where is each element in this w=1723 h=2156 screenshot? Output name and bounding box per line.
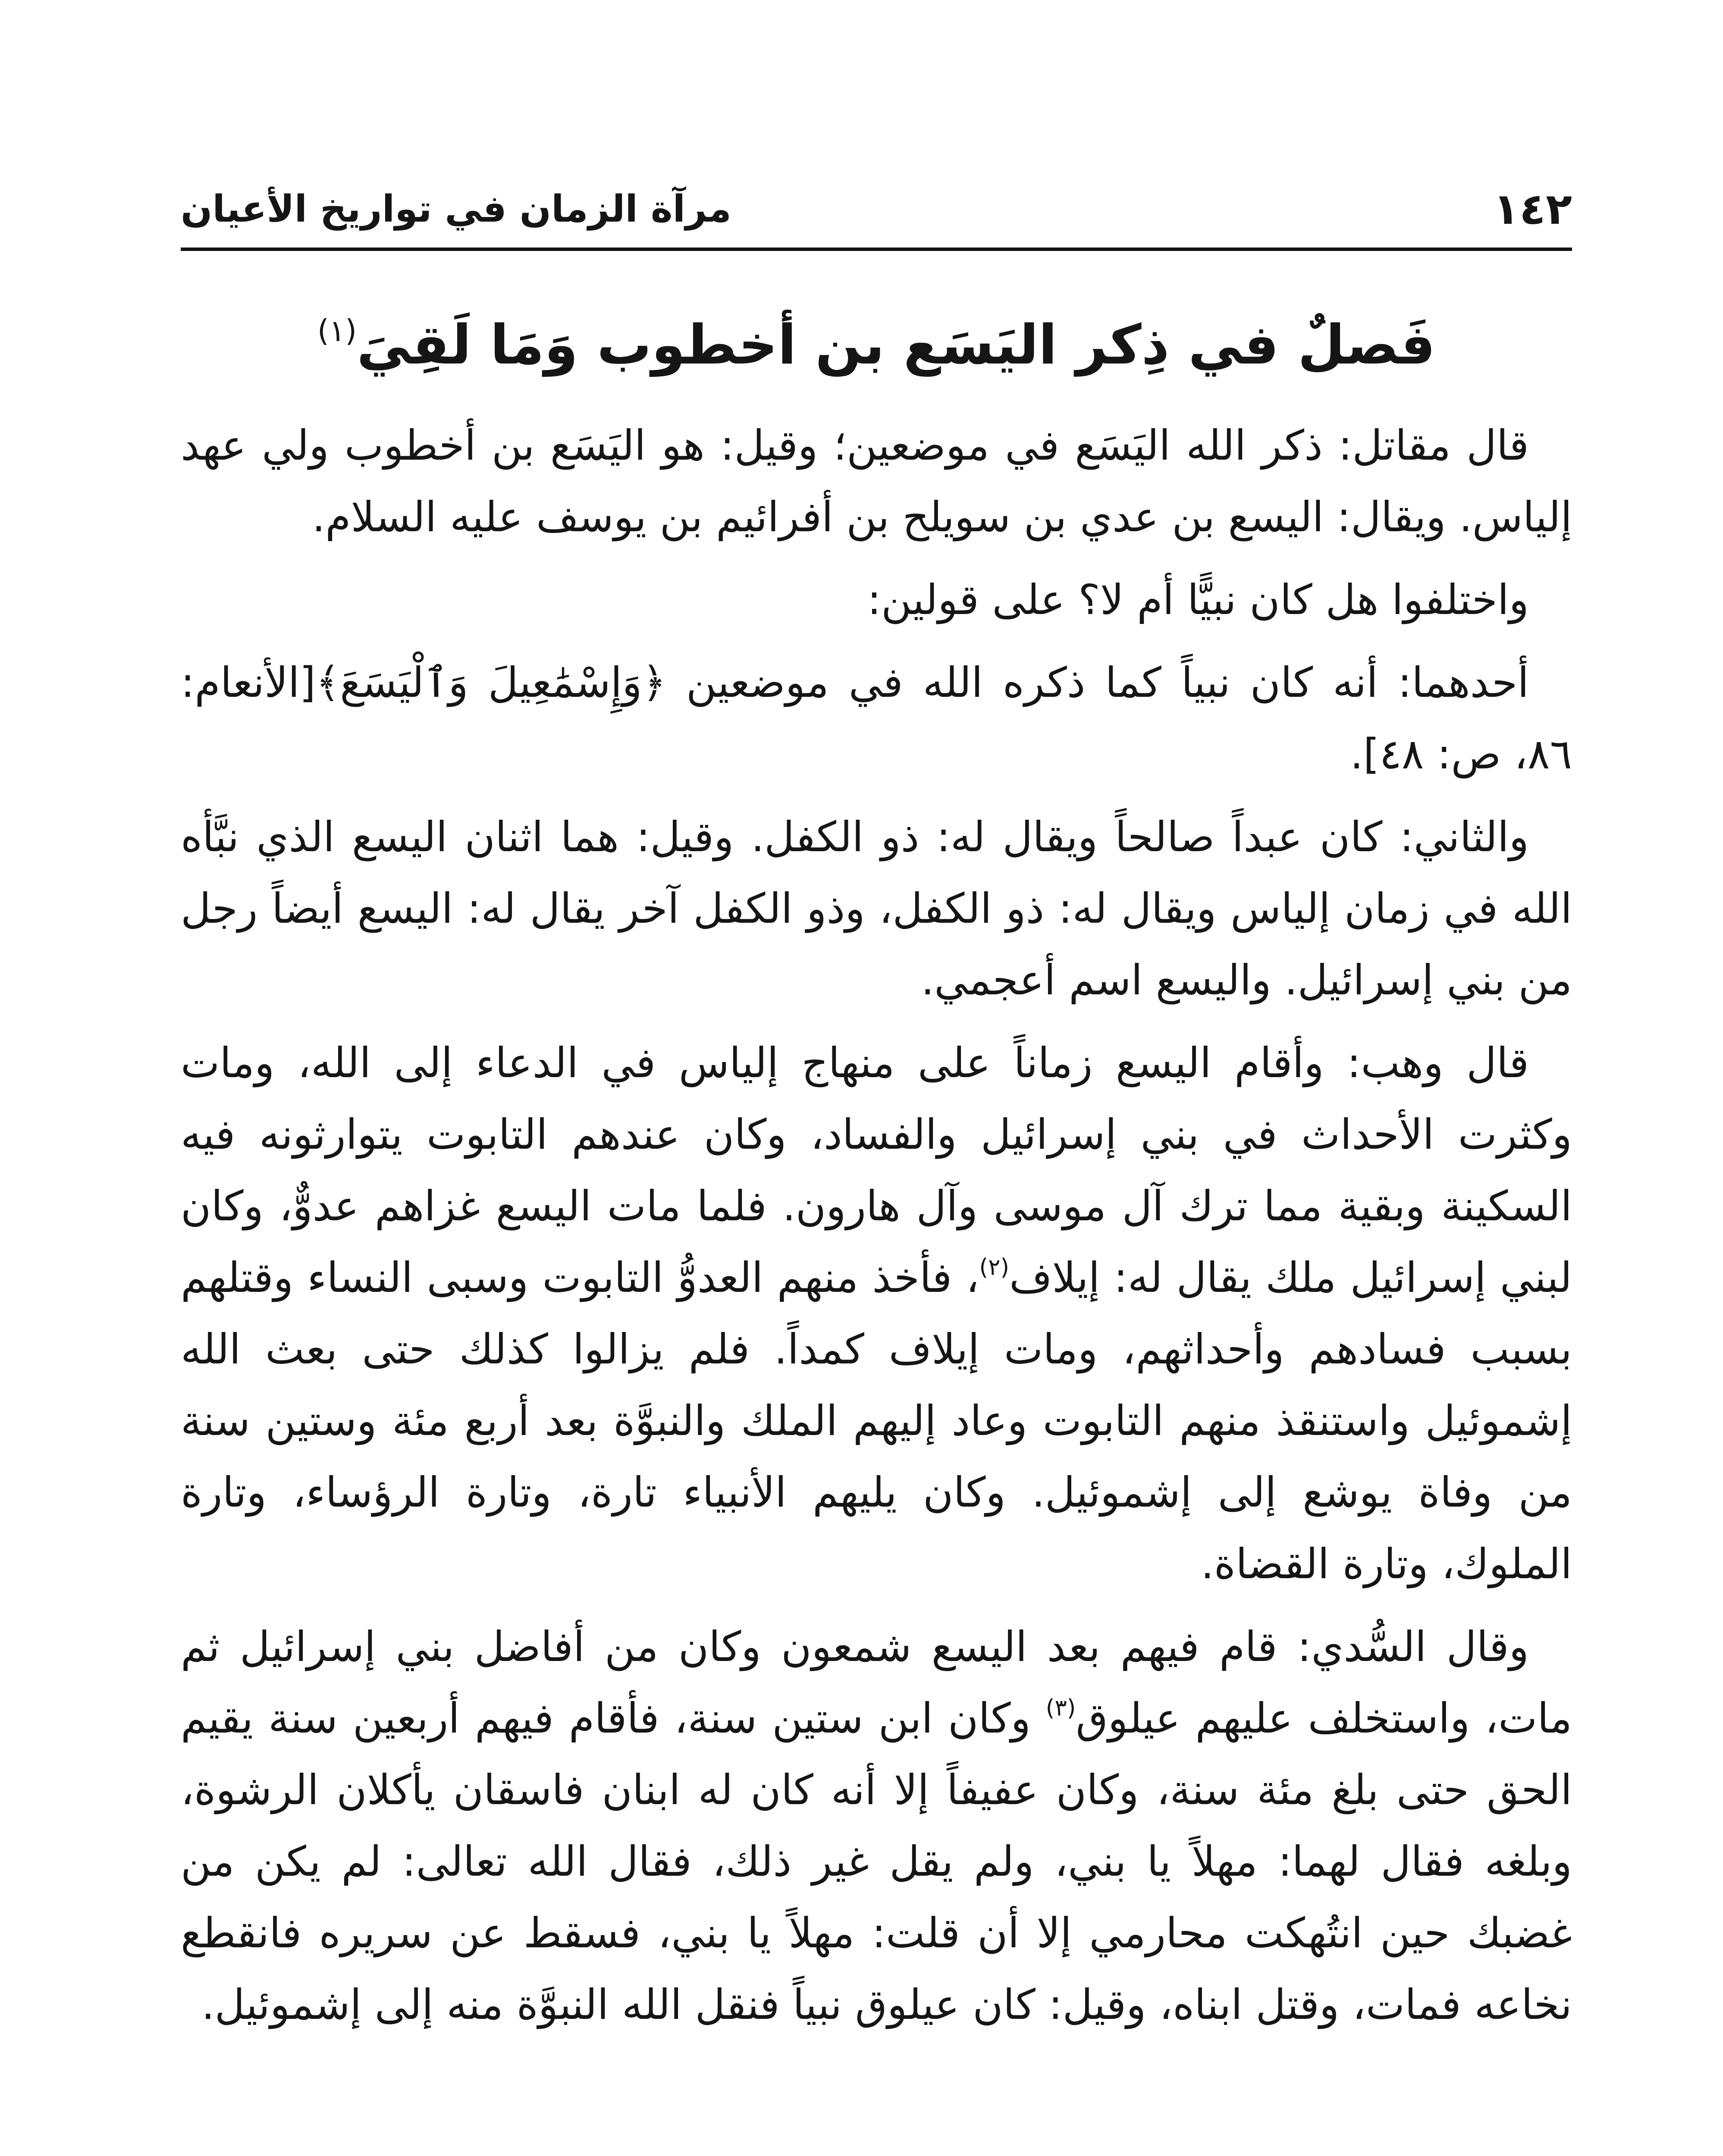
verse-citation: [الأنعام: ٨٦، ص: ٤٨].	[181, 658, 1572, 778]
body-paragraph: قال مقاتل: ذكر الله اليَسَع في موضعين؛ وقيل: هو اليَسَع بن أخطوب ولي عهد إلياس. ويقال: اليسع بن عدي بن سويلح بن أفرائيم بن يوسف عليه السلام.	[181, 421, 1572, 541]
body-paragraph: والثاني: كان عبداً صالحاً ويقال له: ذو الكفل. وقيل: هما اثنان اليسع الذي نبَّأه الله في زمان إلياس ويقال له: ذو الكفل، وذو الكفل آخر يقال له: اليسع أيضاً رجل من بني إسرائيل. واليسع اسم أعجمي.	[181, 813, 1572, 1004]
body-paragraph: واختلفوا هل كان نبيًّا أم لا؟ على قولين:	[867, 576, 1529, 624]
body-paragraph	[181, 647, 1572, 790]
page-header	[181, 181, 1572, 237]
footnotes-section	[181, 2143, 1572, 2156]
paragraph-text: وكان ابن ستين سنة، فأقام فيهم أربعين سنة يقيم الحق حتى بلغ مئة سنة، وكان عفيفاً إلا أنه كان له ابنان فاسقان يأكلان الرشوة، وبلغه فقال لهما: مهلاً يا بني، ولم يقل غير ذلك، فقال الله تعالى: لم يكن من غضبك حين انتُهكت محارمي إلا أن قلت: مهلاً يا بني، فسقط عن سريره فانقطع نخاعه فمات، وقتل ابناه، وقيل: كان عيلوق نبياً فنقل الله النبوَّة منه إلى إشموئيل.	[181, 1694, 1572, 2029]
body-paragraph	[181, 1611, 1572, 2040]
page-number: ١٤٢	[1493, 184, 1572, 234]
footnote-ref: (٢)	[979, 1254, 1010, 1281]
body-paragraph	[181, 1027, 1572, 1600]
chapter-title-text: فَصلٌ في ذِكر اليَسَع بن أخطوب وَمَا لَقِيَ	[357, 313, 1436, 376]
running-title: مرآة الزمان في تواريخ الأعيان	[181, 188, 731, 231]
footnote-ref: (١)	[317, 314, 357, 349]
footnote-ref: (٣)	[1045, 1695, 1076, 1721]
paragraph-text: ، فأخذ منهم العدوُّ التابوت وسبى النساء وقتلهم بسبب فسادهم وأحداثهم، ومات إيلاف كمداً. فلم يزالوا كذلك حتى بعث الله إشموئيل واستنقذ منهم التابوت وعاد إليهم الملك والنبوَّة بعد أربع مئة وستين سنة من وفاة يوشع إلى إشموئيل. وكان يليهم الأنبياء تارة، وتارة الرؤساء، وتارة الملوك، وتارة القضاة.	[181, 1253, 1572, 1588]
chapter-title	[181, 298, 1572, 392]
paragraph-text: قال وهب: وأقام اليسع زماناً على منهاج إلياس في الدعاء إلى الله، ومات وكثرت الأحداث في بني إسرائيل والفساد، وكان عندهم التابوت يتوارثونه فيه السكينة وبقية مما ترك آل موسى وآل هارون. فلما مات اليسع غزاهم عدوٌّ، وكان لبني إسرائيل ملك يقال له: إيلاف	[181, 1039, 1572, 1302]
paragraph-text: أحدهما: أنه كان نبياً كما ذكره الله في موضعين	[686, 658, 1529, 707]
quran-verse: ﴿وَإِسْمَٰعِيلَ وَٱلْيَسَعَ﴾	[315, 658, 666, 707]
header-rule	[181, 248, 1572, 251]
body-text	[181, 410, 1572, 2040]
page-content	[181, 298, 1572, 2156]
paragraph-text: وقال السُّدي: قام فيهم بعد اليسع شمعون وكان من أفاضل بني إسرائيل ثم مات، واستخلف عليهم عيلوق	[181, 1623, 1572, 1742]
